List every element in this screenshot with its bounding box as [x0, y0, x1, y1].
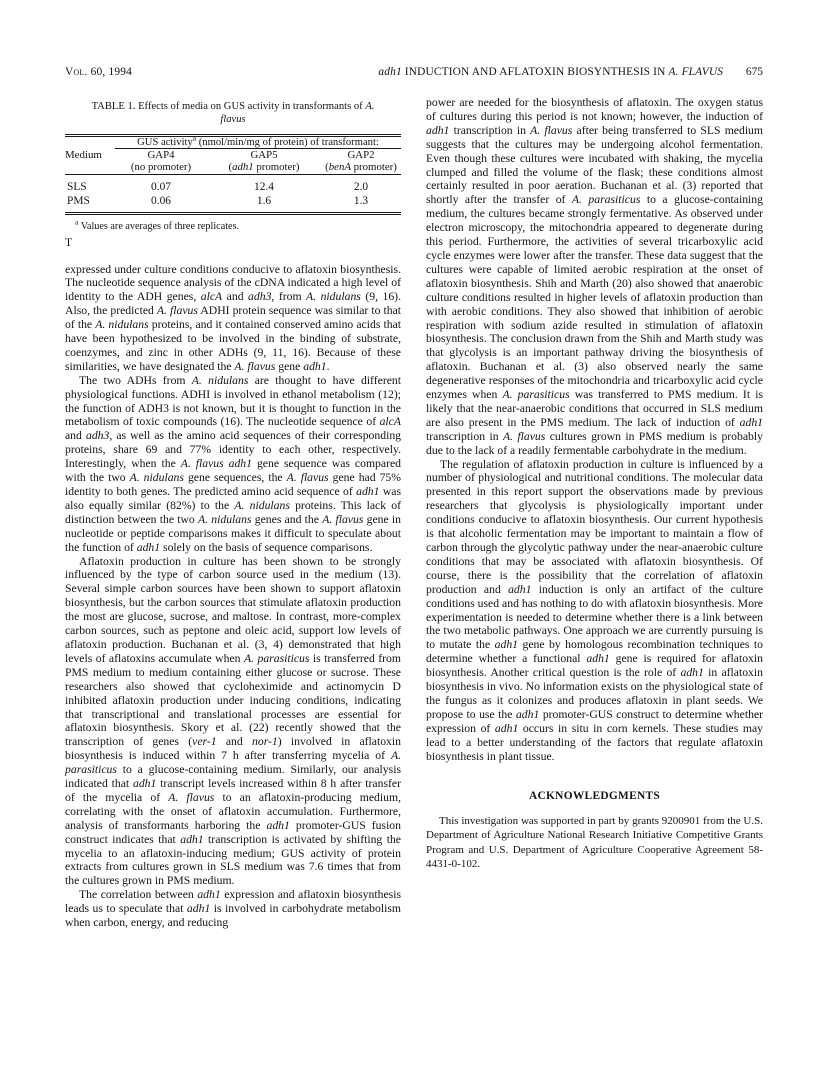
body-paragraph: power are needed for the biosynthesis of aflatoxin. The oxygen status of cultures during this period is not known; however, the induction of adh1 transcription in A. flavus after being transferred to SLS medium suggests that the cultures may be undergoing alcohol fermentation. Even though these cultures were incubated with shaking, the mycelia clumped and filled the volume of the flask; these conditions almost certainly resulted in poor aeration. Buchanan et al. (3) reported that shortly after the transfer of A. parasiticus to a glucose-containing medium, the cultures became strongly fermentative. As observed under electron microscopy, the mitochondria appeared to degenerate during this period. Furthermore, the activities of several tricarboxylic acid cycle enzymes were lower after the transfer. These data suggest that the cultures were capable of limited aerobic respiration at the onset of aflatoxin biosynthesis. Shih and Marth (20) also showed that anaerobic culture conditions resulted in higher levels of aflatoxin production than with aerobic conditions. They also showed that inhibition of aerobic respiration with sodium azide resulted in stimulation of aflatoxin biosynthesis. The conclusion drawn from the Shih and Marth study was that glycolysis is an important pathway driving the biosynthesis of aflatoxin. Buchanan et al. (3) also observed nearly the same degenerative responses of the mitochondria and tricarboxylic acid cycle enzymes when A. parasiticus was transferred to PMS medium. It is likely that the near-anaerobic conditions that occurred in SLS medium are also present in the PMS medium. The lack of induction of adh1 transcription in A. flavus cultures grown in PMS medium is probably due to the lack of a readily fermentable carbohydrate in the medium.: [426, 96, 764, 457]
running-head: [65, 66, 763, 78]
value-cell: 2.0: [353, 181, 369, 193]
body-paragraph: expressed under culture conditions conducive to aflatoxin biosynthesis. The nucleotide sequence analysis of the cDNA indicated a high level of identity to the ADH genes, alcA and adh3, from A. nidulans (9, 16). Also, the predicted A. flavus ADHI protein sequence was similar to that of the A. nidulans proteins, and it contained conserved amino acids that have been hypothesized to be involved in the binding of substrate, coenzymes, and zinc in other ADHs (9, 11, 16). Because of these similarities, we have designated the A. flavus gene adh1.: [65, 262, 402, 373]
body-paragraph: The correlation between adh1 expression and aflatoxin biosynthesis leads us to speculate that adh1 is involved in carbohydrate metabolism when carbon, energy, and reducing: [65, 888, 401, 930]
value-cell: 1.6: [256, 195, 272, 207]
table-spanning-header: GUS activity$^a$ (nmol/min/mg of protein) of transformant:: [115, 135, 401, 148]
table-row-pms: [65, 194, 401, 214]
value-cell: 12.4: [254, 181, 274, 193]
table-header-gap5: [207, 148, 321, 174]
value-cell: 1.3: [353, 195, 369, 207]
table-1-block: [65, 100, 401, 250]
volume-issue-label: Vol. 60, 1994: [65, 66, 133, 78]
value-cell: 0.06: [151, 195, 171, 207]
running-title: adh1 INDUCTION AND AFLATOXIN BIOSYNTHESIS IN A. FLAVUS: [378, 66, 724, 78]
body-paragraph: The regulation of aflatoxin production in culture is influenced by a number of physiological and nutritional conditions. The molecular data presented in this report support the observations made by previous researchers that glycolysis is physiologically important under conditions conducive to aflatoxin biosynthesis. Our current hypothesis is that alcoholic fermentation may be important to maintain a flow of carbon through the glycolytic pathway under the near-anaerobic culture conditions that may be associated with aflatoxin biosynthesis. Of course, there is the possibility that the correlation of aflatoxin production and adh1 induction is only an artifact of the culture conditions used and has nothing to do with aflatoxin biosynthesis. More experimentation is needed to determine whether there is a link between the two metabolic pathways. One approach we are currently pursuing is to mutate the adh1 gene by homologous recombination techniques to determine whether a functional adh1 gene is required for aflatoxin biosynthesis. Another critical question is the role of adh1 in aflatoxin biosynthesis in vivo. No information exists on the physiological state of the fungus as it colonizes and produces aflatoxin in plant seeds. We propose to use the adh1 promoter-GUS construct to determine whether expression of adh1 occurs in situ in corn kernels. These studies may lead to a better understanding of the factors that regulate aflatoxin biosynthesis in plant tissue.: [426, 457, 763, 763]
acknowledgments-heading: ACKNOWLEDGMENTS: [528, 789, 661, 802]
column-subtitle: (benA promoter): [325, 161, 397, 174]
column-name: GAP5: [250, 148, 278, 161]
column-subtitle: (adh1 promoter): [228, 161, 300, 174]
table-header-medium: Medium: [65, 135, 115, 174]
table-footnote: $^a$ Values are averages of three replicates.: [75, 217, 240, 232]
column-subtitle: (no promoter): [130, 161, 192, 174]
column-name: GAP2: [347, 148, 375, 161]
right-column: [426, 96, 763, 872]
acknowledgments-text: This investigation was supported in part by grants 9200901 from the U.S. Department of Agriculture National Research Initiative Competitive Grants Program and U.S. Department of Agriculture Cooperative Agreement 58-4431-0-102.: [426, 814, 763, 871]
body-paragraph: Aflatoxin production in culture has been shown to be strongly influenced by the type of carbon source used in the medium (13). Several simple carbon sources have been shown to support aflatoxin biosynthesis, but the carbon sources that stimulate aflatoxin production the most are glucose, sucrose, and maltose. In contrast, more-complex carbon sources, such as peptone and oleic acid, support low levels of aflatoxin production. Buchanan et al. (3, 4) demonstrated that high levels of aflatoxins accumulate when A. parasiticus is transferred from PMS medium to medium containing either glucose or sucrose. These researchers also showed that cycloheximide and actinomycin D inhibited aflatoxin production under inducing conditions, indicating that transcriptional and translational processes are essential for aflatoxin biosynthesis. Skory et al. (22) recently showed that the transcription of genes (ver-1 and nor-1) involved in aflatoxin biosynthesis is induced within 7 h after transferring mycelia of A. parasiticus to a glucose-containing medium. Similarly, our analysis indicated that adh1 transcript levels increased within 8 h after transfer of the mycelia of A. flavus to an aflatoxin-producing medium, correlating with the onset of aflatoxin accumulation. Furthermore, analysis of transformants harboring the adh1 promoter-GUS fusion construct indicates that adh1 transcription is activated by shifting the mycelia to an aflatoxin-inducing medium; GUS activity of protein extracts from cultures grown in SLS medium was 7.6 times that from the cultures grown in PMS medium.: [65, 554, 401, 888]
value-cell: 0.07: [151, 181, 171, 193]
running-head-right: [378, 66, 763, 78]
page-number: 675: [745, 66, 763, 78]
column-name: GAP4: [147, 148, 175, 161]
stray-character: T: [65, 236, 73, 249]
acknowledgments-section: [426, 790, 763, 872]
table-row-sls: [65, 175, 401, 195]
gus-activity-table: [65, 134, 401, 215]
table-header-gap2: [321, 148, 401, 174]
body-paragraph: The two ADHs from A. nidulans are thought to have different physiological functions. ADHI is involved in ethanol metabolism (12); the function of ADH3 is not known, but it is thought to function in the metabolism of toxic compounds (16). The nucleotide sequence of alcA and adh3, as well as the amino acid sequences of their corresponding proteins, share 69 and 77% identity to each other, respectively. Interestingly, when the A. flavus adh1 gene sequence was compared with the two A. nidulans gene sequences, the A. flavus gene had 75% identity to both genes. The predicted amino acid sequence of adh1 was also equally similar (82%) to the A. nidulans proteins. This lack of distinction between the two A. nidulans genes and the A. flavus gene in nucleotide or peptide comparisons makes it difficult to speculate about the function of adh1 solely on the basis of sequence comparisons.: [65, 373, 402, 554]
table-header-gap4: [115, 148, 207, 174]
medium-cell: SLS: [67, 181, 87, 193]
medium-cell: PMS: [67, 195, 90, 207]
left-column: [65, 100, 401, 930]
table-caption: TABLE 1. Effects of media on GUS activity in transformants of A. flavus: [91, 101, 375, 126]
